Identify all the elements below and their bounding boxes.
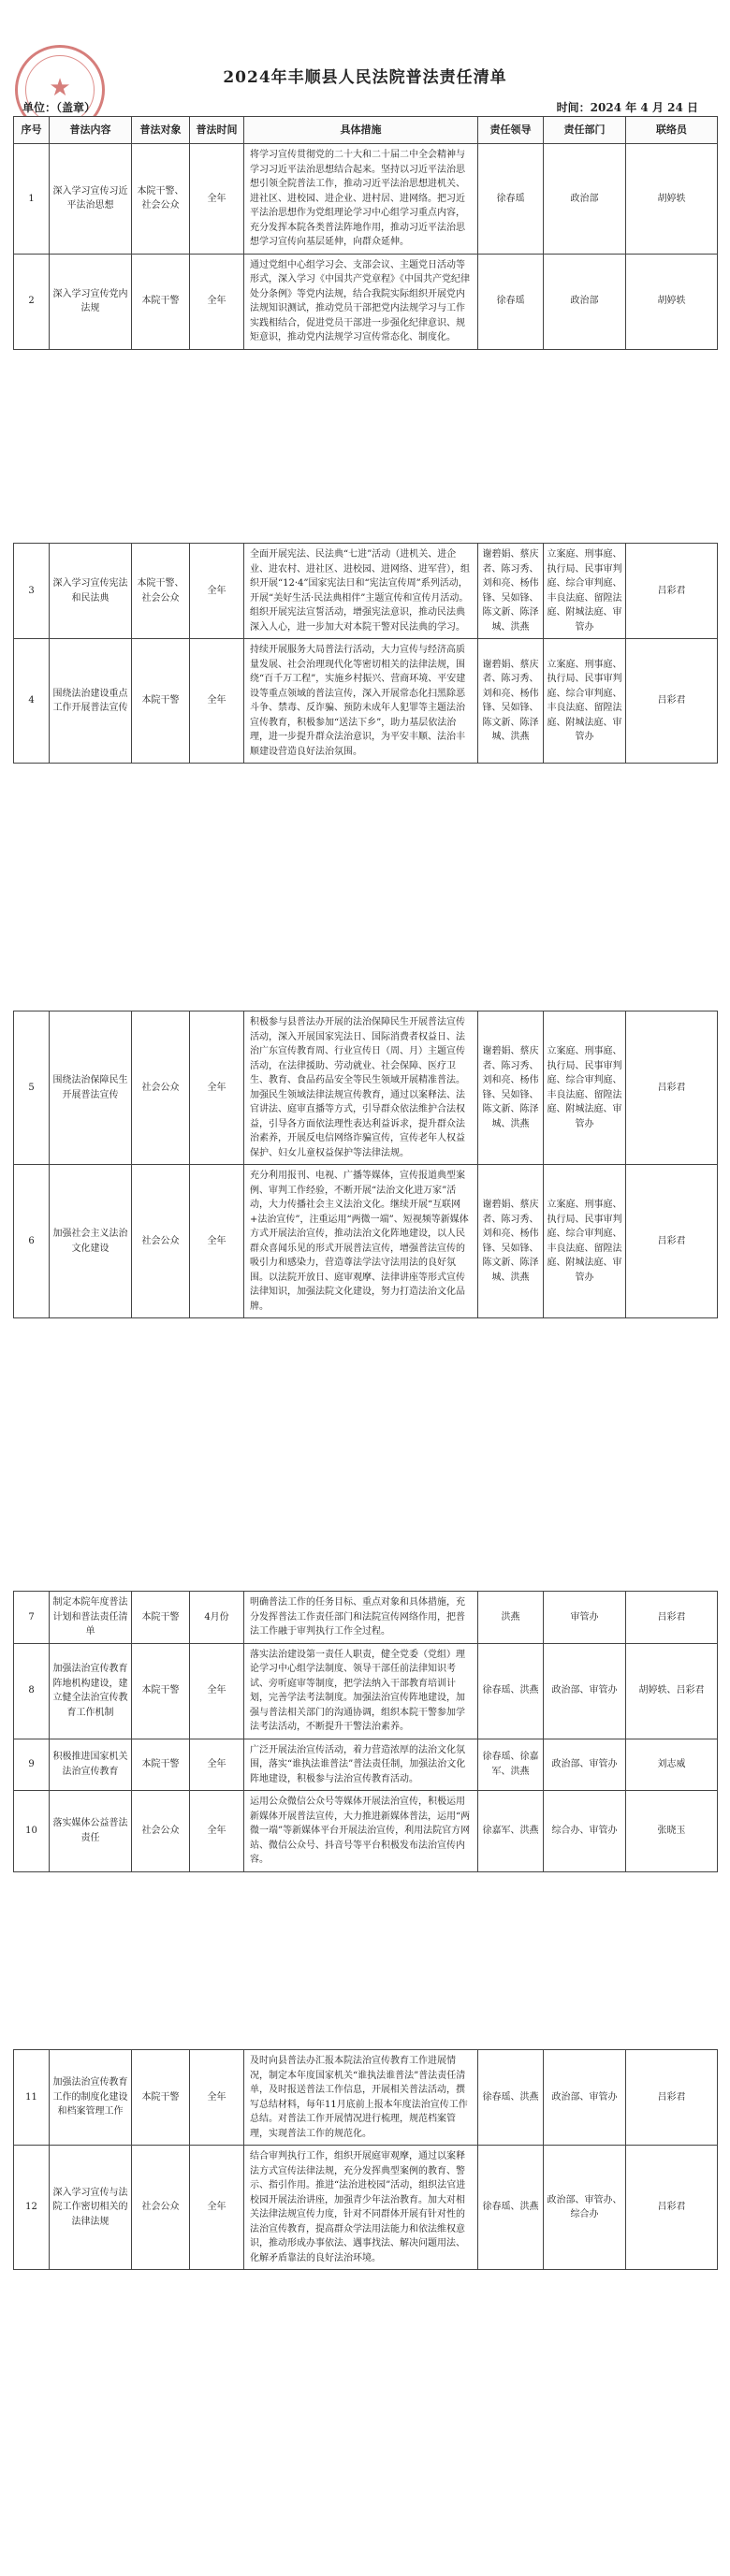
table-row bbox=[14, 639, 718, 764]
row-leader: 谢碧娟、蔡庆者、陈习秀、刘和亮、杨伟锋、吴如锋、陈文新、陈泽城、洪燕 bbox=[478, 544, 544, 639]
row-contact: 吕彩君 bbox=[626, 2146, 718, 2270]
page-title: 2024年丰顺县人民法院普法责任清单 bbox=[223, 68, 507, 87]
row-number: 6 bbox=[14, 1165, 50, 1318]
row-measures: 落实法治建设第一责任人职责，健全党委（党组）理论学习中心组学法制度、领导干部任前法律知识考试、旁听庭审等制度，把学法纳入干部教育培训计划，完善学法考法制度。加强法治宣传阵地建设，加强与普法相关部门的沟通协调，组织本院干警参加学法考法活动，不断提升干警法治素养。 bbox=[244, 1643, 478, 1739]
row-leader: 徐春瑶 bbox=[478, 144, 544, 255]
table-header-row bbox=[14, 117, 718, 144]
row-time: 全年 bbox=[190, 2146, 244, 2270]
row-measures: 充分利用报刊、电视、广播等媒体，宣传报道典型案例、审判工作经验，不断开展“法治文化进万家”活动，大力传播社会主义法治文化。继续开展“互联网+法治宣传”，注重运用“两微一端”、短视频等新媒体方式开展法治宣传，推动法治文化阵地建设，以人民群众喜闻乐见的形式开展普法宣传，增强普法宣传的吸引力和感染力，营造尊法学法守法用法的良好氛围。以法院开放日、庭审观摩、法律讲座等形式宣传法律知识，加强法院文化建设，努力打造法治文化品牌。 bbox=[244, 1165, 478, 1318]
row-content: 深入学习宣传宪法和民法典 bbox=[50, 544, 132, 639]
row-content: 围绕法治保障民生开展普法宣传 bbox=[50, 1011, 132, 1165]
row-number: 2 bbox=[14, 254, 50, 349]
row-number: 12 bbox=[14, 2146, 50, 2270]
table-row bbox=[14, 2146, 718, 2270]
row-contact: 吕彩君 bbox=[626, 544, 718, 639]
row-leader: 谢碧娟、蔡庆者、陈习秀、刘和亮、杨伟锋、吴如锋、陈文新、陈泽城、洪燕 bbox=[478, 639, 544, 764]
row-target: 本院干警、社会公众 bbox=[132, 544, 190, 639]
page-section bbox=[13, 1011, 717, 1318]
row-content: 落实媒体公益普法责任 bbox=[50, 1791, 132, 1872]
page-section bbox=[13, 1591, 717, 1872]
table-row bbox=[14, 1791, 718, 1872]
row-time: 全年 bbox=[190, 1165, 244, 1318]
column-header: 普法对象 bbox=[132, 117, 190, 144]
row-content: 围绕法治建设重点工作开展普法宣传 bbox=[50, 639, 132, 764]
row-target: 本院干警 bbox=[132, 254, 190, 349]
page-section bbox=[13, 2049, 717, 2270]
table-row bbox=[14, 544, 718, 639]
row-time: 全年 bbox=[190, 254, 244, 349]
row-content: 制定本院年度普法计划和普法责任清单 bbox=[50, 1592, 132, 1644]
row-content: 加强社会主义法治文化建设 bbox=[50, 1165, 132, 1318]
row-contact: 吕彩君 bbox=[626, 1165, 718, 1318]
row-content: 深入学习宣传习近平法治思想 bbox=[50, 144, 132, 255]
row-content: 深入学习宣传党内法规 bbox=[50, 254, 132, 349]
row-dept: 审管办 bbox=[544, 1592, 626, 1644]
row-dept: 政治部、审管办 bbox=[544, 2050, 626, 2146]
row-dept: 立案庭、刑事庭、执行局、民事审判庭、综合审判庭、丰良法庭、留隍法庭、附城法庭、审管办 bbox=[544, 1165, 626, 1318]
column-header: 普法时间 bbox=[190, 117, 244, 144]
table-row bbox=[14, 1011, 718, 1165]
row-dept: 政治部 bbox=[544, 254, 626, 349]
row-target: 本院干警 bbox=[132, 1739, 190, 1791]
row-dept: 政治部 bbox=[544, 144, 626, 255]
row-time: 全年 bbox=[190, 544, 244, 639]
table-row bbox=[14, 1165, 718, 1318]
row-contact: 胡婷轶 bbox=[626, 144, 718, 255]
table-row bbox=[14, 1592, 718, 1644]
row-dept: 政治部、审管办、综合办 bbox=[544, 2146, 626, 2270]
row-target: 本院干警 bbox=[132, 639, 190, 764]
row-contact: 吕彩君 bbox=[626, 1592, 718, 1644]
table-row bbox=[14, 2050, 718, 2146]
row-time: 全年 bbox=[190, 1011, 244, 1165]
row-number: 10 bbox=[14, 1791, 50, 1872]
table-row bbox=[14, 1739, 718, 1791]
row-number: 7 bbox=[14, 1592, 50, 1644]
row-target: 社会公众 bbox=[132, 1011, 190, 1165]
row-measures: 全面开展宪法、民法典“七进”活动（进机关、进企业、进农村、进社区、进校园、进网络、进军营），组织开展“12·4”国家宪法日和“宪法宣传周”系列活动，开展“美好生活·民法典相伴”主题宣传和宣传月活动。组织开展宪法宣誓活动，增强宪法意识，推动民法典深入人心，进一步加大对本院干警对民法典的学习。 bbox=[244, 544, 478, 639]
row-dept: 立案庭、刑事庭、执行局、民事审判庭、综合审判庭、丰良法庭、留隍法庭、附城法庭、审管办 bbox=[544, 1011, 626, 1165]
row-dept: 政治部、审管办 bbox=[544, 1643, 626, 1739]
row-measures: 持续开展服务大局普法行活动，大力宣传与经济高质量发展、社会治理现代化等密切相关的法律法规，围绕“百千万工程”，实施乡村振兴、营商环境、平安建设等重点领域的普法宣传，深入开展常态化扫黑除恶斗争、禁毒、反诈骗、预防未成年人犯罪等主题法治宣传教育，积极参加“送法下乡”，助力基层依法治理，进一步提升群众法治意识，为平安丰顺、法治丰顺建设营造良好法治氛围。 bbox=[244, 639, 478, 764]
responsibility-table bbox=[13, 543, 718, 764]
row-target: 本院干警 bbox=[132, 2050, 190, 2146]
row-measures: 结合审判执行工作，组织开展庭审观摩，通过以案释法方式宣传法律法规，充分发挥典型案例的教育、警示、指引作用。推进“法治进校园”活动，组织法官进校园开展法治讲座，加强青少年法治教育。加大对相关法律法规宣传力度，针对不同群体开展有针对性的法治宣传教育，提高群众学法用法能力和依法维权意识，推动形成办事依法、遇事找法、解决问题用法、化解矛盾靠法的良好法治环境。 bbox=[244, 2146, 478, 2270]
row-number: 9 bbox=[14, 1739, 50, 1791]
row-measures: 通过党组中心组学习会、支部会议、主题党日活动等形式，深入学习《中国共产党章程》《中国共产党纪律处分条例》等党内法规，结合我院实际组织开展党内法规知识测试，推动党员干部把党内法规学习与工作实践相结合，促进党员干部进一步强化纪律意识、规矩意识，推动党内法规学习宣传常态化、制度化。 bbox=[244, 254, 478, 349]
row-measures: 及时向县普法办汇报本院法治宣传教育工作进展情况，制定本年度国家机关“谁执法谁普法”普法责任清单，及时报送普法工作信息，开展相关普法活动，撰写总结材料，每年11月底前上报本年度法治宣传工作总结。对普法工作开展情况进行梳理，规范档案管理，实现普法工作的规范化。 bbox=[244, 2050, 478, 2146]
column-header: 责任领导 bbox=[478, 117, 544, 144]
unit-label: 单位：（盖章） bbox=[22, 101, 96, 114]
row-number: 3 bbox=[14, 544, 50, 639]
row-target: 本院干警 bbox=[132, 1592, 190, 1644]
row-measures: 运用公众微信公众号等媒体开展法治宣传，积极运用新媒体开展普法宣传，大力推进新媒体普法，运用“两微一端”等新媒体平台开展法治宣传，利用法院官方网站、微信公众号、抖音号等平台积极发布法治宣传内容。 bbox=[244, 1791, 478, 1872]
row-measures: 将学习宣传贯彻党的二十大和二十届二中全会精神与学习习近平法治思想结合起来。坚持以习近平法治思想引领全院普法工作，推动习近平法治思想进机关、进社区、进校园、进企业、进村居、进网络。把习近平法治思想作为党组理论学习中心组学习重点内容，充分发挥本院各类普法阵地作用，推动习近平法治思想学习宣传向基层延伸，向群众延伸。 bbox=[244, 144, 478, 255]
column-header: 责任部门 bbox=[544, 117, 626, 144]
row-contact: 吕彩君 bbox=[626, 2050, 718, 2146]
row-contact: 刘志威 bbox=[626, 1739, 718, 1791]
row-contact: 胡婷轶 bbox=[626, 254, 718, 349]
row-leader: 徐嘉军、洪燕 bbox=[478, 1791, 544, 1872]
row-content: 加强法治宣传教育阵地机构建设，建立健全法治宣传教育工作机制 bbox=[50, 1643, 132, 1739]
row-leader: 谢碧娟、蔡庆者、陈习秀、刘和亮、杨伟锋、吴如锋、陈文新、陈泽城、洪燕 bbox=[478, 1165, 544, 1318]
row-measures: 明确普法工作的任务目标、重点对象和具体措施，充分发挥普法工作责任部门和法院宣传网络作用，把普法工作融于审判执行工作全过程。 bbox=[244, 1592, 478, 1644]
column-header: 联络员 bbox=[626, 117, 718, 144]
row-dept: 立案庭、刑事庭、执行局、民事审判庭、综合审判庭、丰良法庭、留隍法庭、附城法庭、审管办 bbox=[544, 544, 626, 639]
row-content: 深入学习宣传与法院工作密切相关的法律法规 bbox=[50, 2146, 132, 2270]
page-section bbox=[13, 543, 717, 764]
row-content: 加强法治宣传教育工作的制度化建设和档案管理工作 bbox=[50, 2050, 132, 2146]
row-leader: 徐春瑶、徐嘉军、洪燕 bbox=[478, 1739, 544, 1791]
row-number: 11 bbox=[14, 2050, 50, 2146]
row-number: 4 bbox=[14, 639, 50, 764]
row-target: 本院干警 bbox=[132, 1643, 190, 1739]
row-leader: 徐春瑶、洪燕 bbox=[478, 1643, 544, 1739]
meta-row bbox=[13, 99, 717, 116]
page-section bbox=[13, 116, 717, 350]
column-header: 普法内容 bbox=[50, 117, 132, 144]
table-row bbox=[14, 1643, 718, 1739]
row-leader: 徐春瑶 bbox=[478, 254, 544, 349]
seal-star-icon: ★ bbox=[49, 74, 71, 102]
row-dept: 综合办、审管办 bbox=[544, 1791, 626, 1872]
row-target: 社会公众 bbox=[132, 2146, 190, 2270]
column-header: 序号 bbox=[14, 117, 50, 144]
row-measures: 广泛开展法治宣传活动，着力营造浓厚的法治文化氛围，落实“谁执法谁普法”普法责任制，加强法治文化阵地建设，积极参与法治宣传教育活动。 bbox=[244, 1739, 478, 1791]
row-number: 5 bbox=[14, 1011, 50, 1165]
row-content: 积极推进国家机关法治宣传教育 bbox=[50, 1739, 132, 1791]
row-time: 全年 bbox=[190, 2050, 244, 2146]
row-number: 8 bbox=[14, 1643, 50, 1739]
row-contact: 张晓玉 bbox=[626, 1791, 718, 1872]
row-target: 本院干警、社会公众 bbox=[132, 144, 190, 255]
row-dept: 政治部、审管办 bbox=[544, 1739, 626, 1791]
responsibility-table bbox=[13, 2049, 718, 2270]
row-measures: 积极参与县普法办开展的法治保障民生开展普法宣传活动，深入开展国家宪法日、国际消费者权益日、法治广东宣传教育周、行业宣传日（周、月）主题宣传活动，在法律援助、劳动就业、社会保障、医疗卫生、教育、食品药品安全等民生领域开展精准普法。加强民生领域法律法规宣传教育，通过以案释法、法官讲法、庭审直播等方式，引导群众依法维护合法权益，引导各方面依法理性表达利益诉求，提升群众法治素养，开展反电信网络诈骗宣传，宣传老年人权益保护、妇女儿童权益保护等法律法规。 bbox=[244, 1011, 478, 1165]
row-leader: 谢碧娟、蔡庆者、陈习秀、刘和亮、杨伟锋、吴如锋、陈文新、陈泽城、洪燕 bbox=[478, 1011, 544, 1165]
row-time: 全年 bbox=[190, 144, 244, 255]
row-leader: 洪燕 bbox=[478, 1592, 544, 1644]
column-header: 具体措施 bbox=[244, 117, 478, 144]
row-time: 全年 bbox=[190, 639, 244, 764]
responsibility-table bbox=[13, 1591, 718, 1872]
row-time: 全年 bbox=[190, 1739, 244, 1791]
row-time: 4月份 bbox=[190, 1592, 244, 1644]
row-leader: 徐春瑶、洪燕 bbox=[478, 2050, 544, 2146]
responsibility-table bbox=[13, 116, 718, 350]
row-contact: 吕彩君 bbox=[626, 1011, 718, 1165]
table-row bbox=[14, 254, 718, 349]
row-contact: 胡婷轶、吕彩君 bbox=[626, 1643, 718, 1739]
table-row bbox=[14, 144, 718, 255]
row-time: 全年 bbox=[190, 1791, 244, 1872]
row-dept: 立案庭、刑事庭、执行局、民事审判庭、综合审判庭、丰良法庭、留隍法庭、附城法庭、审管办 bbox=[544, 639, 626, 764]
row-leader: 徐春瑶、洪燕 bbox=[478, 2146, 544, 2270]
row-target: 社会公众 bbox=[132, 1165, 190, 1318]
row-time: 全年 bbox=[190, 1643, 244, 1739]
responsibility-table bbox=[13, 1011, 718, 1318]
row-contact: 吕彩君 bbox=[626, 639, 718, 764]
row-number: 1 bbox=[14, 144, 50, 255]
row-target: 社会公众 bbox=[132, 1791, 190, 1872]
date-label: 时间：2024 年 4 月 24 日 bbox=[556, 101, 698, 114]
